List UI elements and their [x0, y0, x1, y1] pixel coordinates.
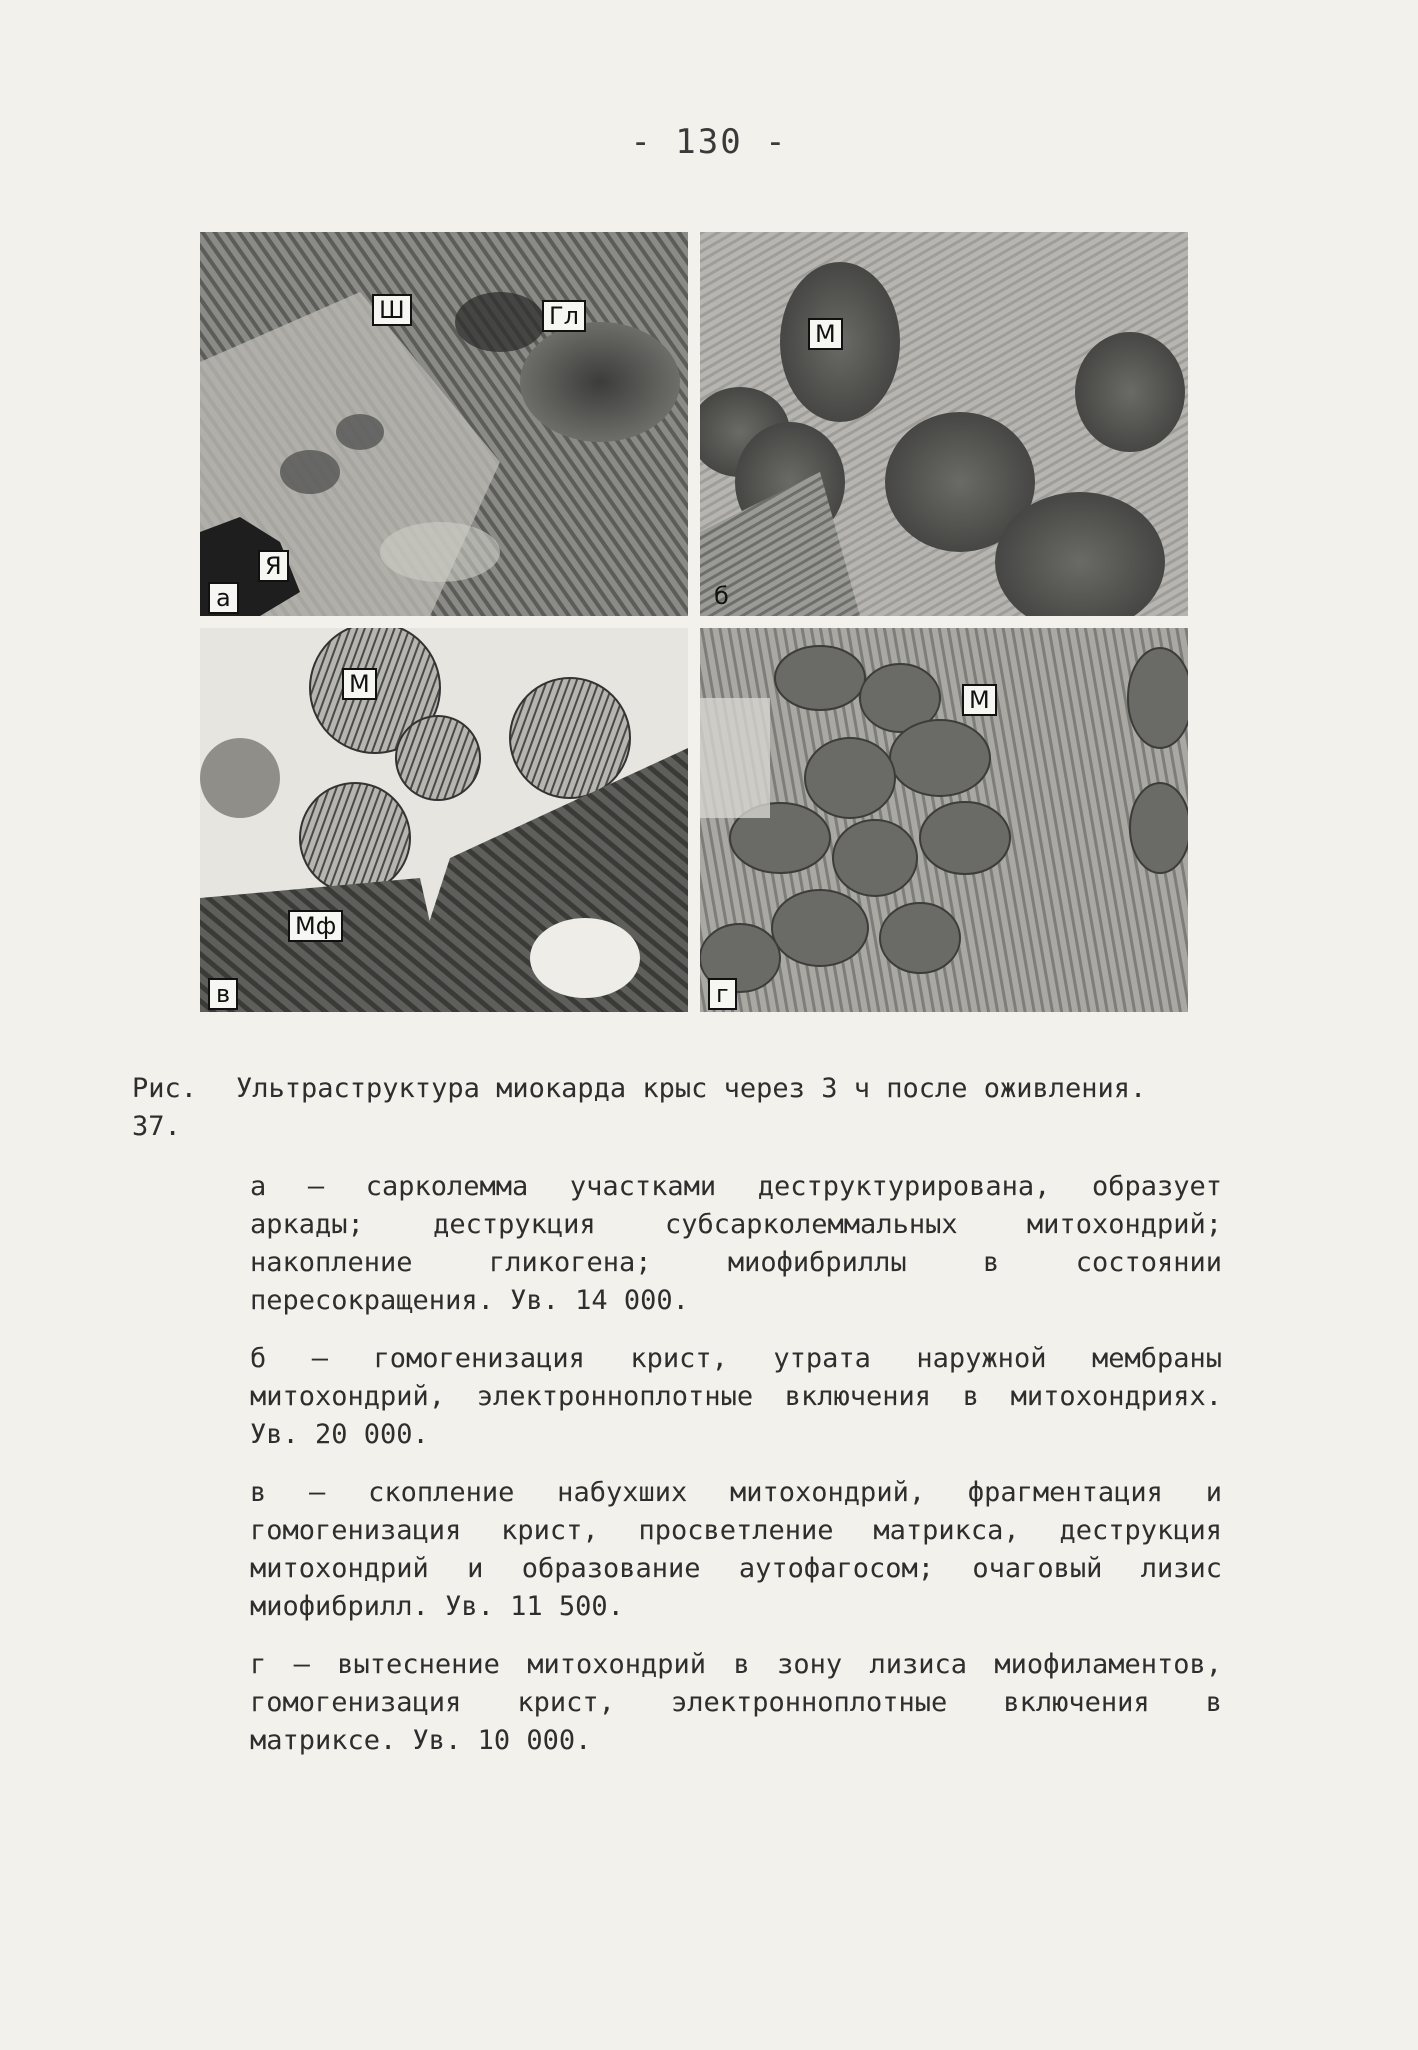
- micrograph-panel-v: [200, 628, 688, 1012]
- label-ya: Я: [258, 550, 289, 582]
- panel-letter-v: в: [208, 978, 238, 1010]
- caption-items: [250, 1168, 1222, 1760]
- micrograph-image-b: [700, 232, 1188, 616]
- panel-letter-b: б: [714, 582, 729, 610]
- micrograph-panel-g: [700, 628, 1188, 1012]
- figure-caption: [132, 1070, 1222, 1780]
- caption-prefix: Рис. 37.: [132, 1073, 198, 1142]
- caption-item-a: а – сарколемма участками деструктурирована, образует аркады; деструкция субсарколеммальных митохондрий; накопление гликогена; миофибриллы в состоянии пересокращения. Ув. 14 000.: [250, 1171, 1222, 1316]
- micrograph-image-g: [700, 628, 1188, 1012]
- caption-heading: [132, 1070, 1222, 1146]
- panel-letter-g: г: [708, 978, 737, 1010]
- page-number: - 130 -: [630, 122, 788, 162]
- label-mf: Мф: [288, 910, 343, 942]
- label-m: М: [808, 318, 843, 350]
- micrograph-figure: [200, 232, 1188, 1012]
- micrograph-panel-a: [200, 232, 688, 616]
- label-sh: Ш: [372, 294, 412, 326]
- label-m: М: [962, 684, 997, 716]
- caption-item-v: в – скопление набухших митохондрий, фрагментация и гомогенизация крист, просветление матрикса, деструкция митохондрий и образование аутофагосом; очаговый лизис миофибрилл. Ув. 11 500.: [250, 1477, 1222, 1622]
- panel-letter-a: а: [208, 582, 239, 614]
- micrograph-panel-b: [700, 232, 1188, 616]
- caption-item-b: б – гомогенизация крист, утрата наружной мембраны митохондрий, электронноплотные включения в митохондриях. Ув. 20 000.: [250, 1343, 1222, 1450]
- micrograph-image-v: [200, 628, 688, 1012]
- label-m: М: [342, 668, 377, 700]
- label-gl: Гл: [542, 300, 586, 332]
- caption-item-g: г – вытеснение митохондрий в зону лизиса миофиламентов, гомогенизация крист, электронноплотные включения в матриксе. Ув. 10 000.: [250, 1649, 1222, 1756]
- caption-title: Ультраструктура миокарда крыс через 3 ч после оживления.: [236, 1073, 1147, 1104]
